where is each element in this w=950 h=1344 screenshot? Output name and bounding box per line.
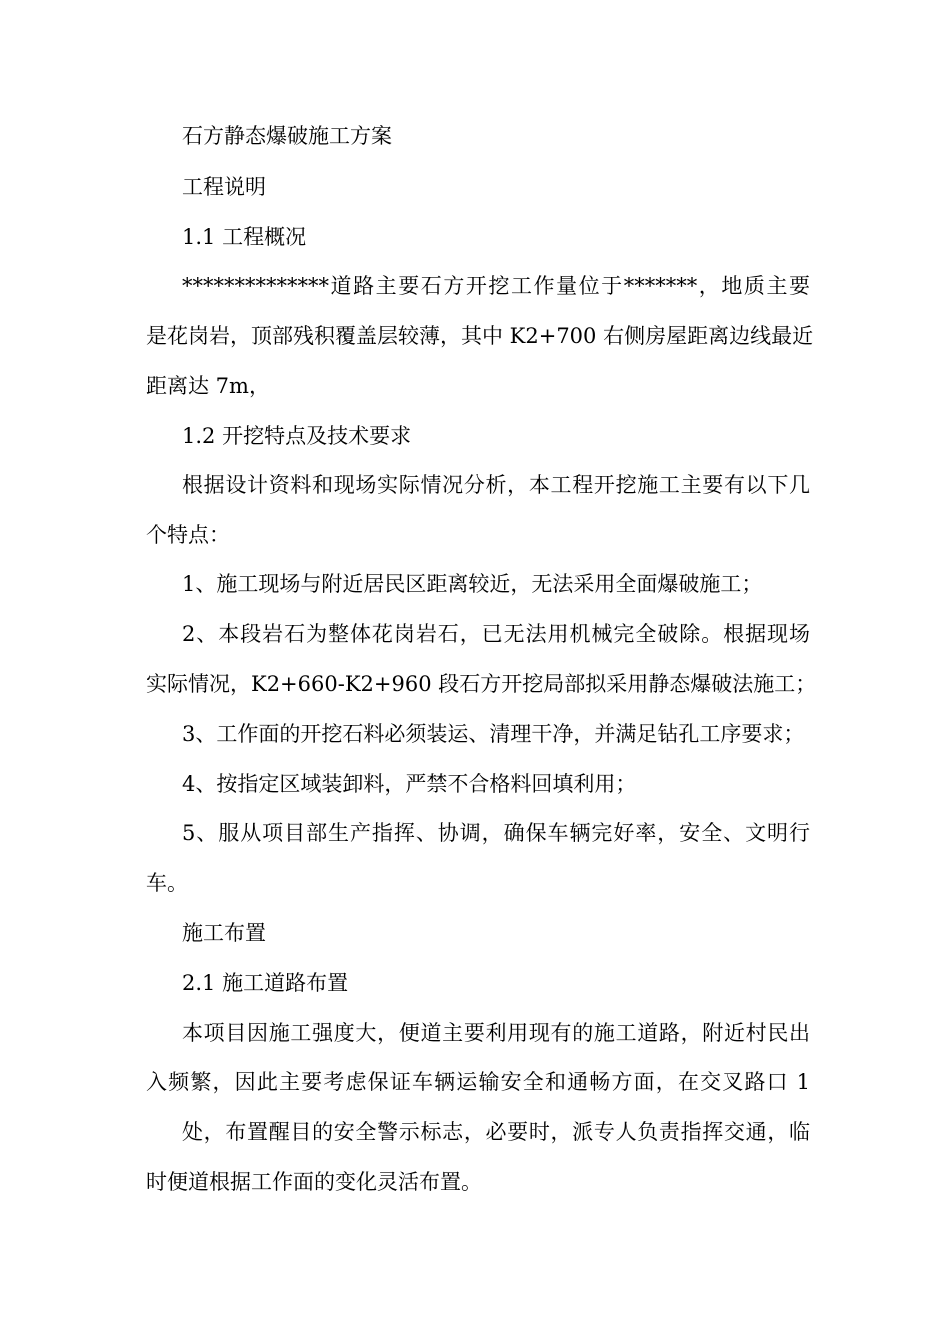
list-item-4: 4、按指定区域装卸料，严禁不合格料回填利用； bbox=[182, 772, 637, 796]
list-item-5-continuation: 车。 bbox=[146, 871, 188, 895]
paragraph-line: 时便道根据工作面的变化灵活布置。 bbox=[146, 1170, 482, 1194]
document-title: 石方静态爆破施工方案 bbox=[182, 124, 392, 148]
subsection-heading-1-1: 1.1 工程概况 bbox=[182, 225, 307, 249]
list-item-1: 1、施工现场与附近居民区距离较近，无法采用全面爆破施工； bbox=[182, 572, 763, 596]
list-item-3: 3、工作面的开挖石料必须装运、清理干净，并满足钻孔工序要求； bbox=[182, 722, 805, 746]
list-item-5: 5、服从项目部生产指挥、协调，确保车辆完好率，安全、文明行 bbox=[182, 821, 810, 845]
subsection-heading-2-1: 2.1 施工道路布置 bbox=[182, 971, 349, 995]
subsection-heading-1-2: 1.2 开挖特点及技术要求 bbox=[182, 424, 412, 448]
paragraph-line: 个特点： bbox=[146, 523, 230, 547]
section-heading-project-description: 工程说明 bbox=[182, 175, 266, 199]
paragraph-line: **************道路主要石方开挖工作量位于*******，地质主要 bbox=[182, 274, 810, 298]
paragraph-line: 本项目因施工强度大，便道主要利用现有的施工道路，附近村民出 bbox=[182, 1021, 810, 1045]
paragraph-line: 入频繁，因此主要考虑保证车辆运输安全和通畅方面，在交叉路口 1 bbox=[146, 1070, 810, 1094]
list-item-2: 2、本段岩石为整体花岗岩石，已无法用机械完全破除。根据现场 bbox=[182, 622, 810, 646]
section-heading-construction-layout: 施工布置 bbox=[182, 921, 266, 945]
paragraph-line: 处，布置醒目的安全警示标志，必要时，派专人负责指挥交通，临 bbox=[182, 1120, 810, 1144]
paragraph-line: 根据设计资料和现场实际情况分析，本工程开挖施工主要有以下几 bbox=[182, 473, 810, 497]
list-item-2-continuation: 实际情况，K2+660-K2+960 段石方开挖局部拟采用静态爆破法施工； bbox=[146, 672, 817, 696]
paragraph-line: 是花岗岩，顶部残积覆盖层较薄，其中 K2+700 右侧房屋距离边线最近 bbox=[146, 324, 814, 348]
paragraph-line: 距离达 7m， bbox=[146, 374, 270, 398]
